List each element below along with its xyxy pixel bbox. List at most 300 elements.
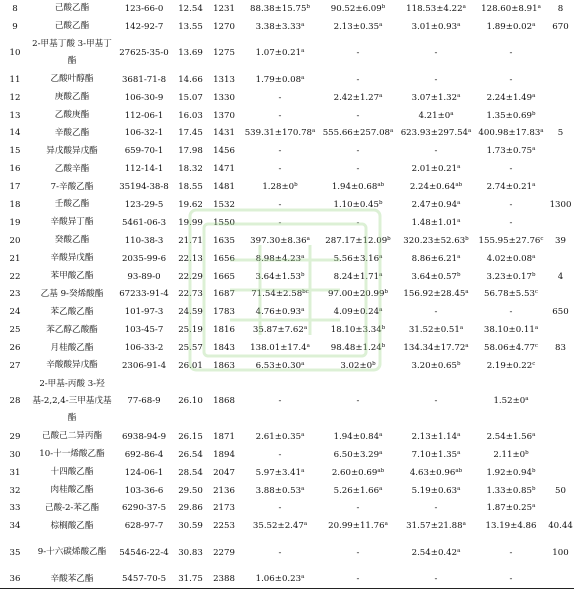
content-value-2-text: 5.56±3.16 xyxy=(333,253,380,264)
content-value-3 xyxy=(397,339,475,357)
significance-letter: a xyxy=(532,21,536,28)
content-value-1 xyxy=(241,570,319,588)
content-value-1 xyxy=(241,517,319,535)
row-number-text: 27 xyxy=(9,360,21,371)
significance-letter: a xyxy=(379,431,383,438)
content-value-1-text: - xyxy=(278,396,282,407)
retention-index xyxy=(207,285,241,303)
retention-time xyxy=(174,18,207,36)
content-value-1 xyxy=(241,303,319,321)
threshold-value xyxy=(547,303,574,321)
content-value-2 xyxy=(319,89,397,107)
compound-name-text: 辛酸异戊酯 xyxy=(50,253,94,264)
row-number-text: 33 xyxy=(9,503,21,514)
table-row xyxy=(0,178,574,196)
compound-name xyxy=(30,446,114,464)
content-value-1 xyxy=(241,196,319,214)
retention-index xyxy=(207,232,241,250)
table-row xyxy=(0,250,574,268)
content-value-3-text: 623.93±297.54 xyxy=(400,128,469,139)
cas-number xyxy=(114,517,174,535)
retention-index xyxy=(207,570,241,588)
significance-letter: a xyxy=(312,128,316,135)
compound-name xyxy=(30,214,114,232)
significance-letter: a xyxy=(457,217,461,224)
threshold-value-text: 83 xyxy=(555,343,566,354)
content-value-1-text: - xyxy=(278,146,282,157)
content-value-1 xyxy=(241,250,319,268)
significance-letter: a xyxy=(301,253,305,260)
retention-index xyxy=(207,482,241,500)
row-number xyxy=(0,482,30,500)
retention-time xyxy=(174,0,207,18)
threshold-value xyxy=(547,535,574,570)
content-value-4 xyxy=(475,375,547,428)
content-value-3-text: - xyxy=(434,74,438,85)
retention-time-text: 22.13 xyxy=(178,253,203,264)
row-number xyxy=(0,303,30,321)
content-value-2-text: - xyxy=(356,146,360,157)
cas-number xyxy=(114,285,174,303)
row-number-text: 21 xyxy=(9,253,21,264)
retention-index-text: 1231 xyxy=(213,3,235,14)
threshold-value-text: 40.44 xyxy=(548,521,573,532)
retention-index-text: 1550 xyxy=(213,217,235,228)
row-number-text: 12 xyxy=(9,92,21,103)
cas-number xyxy=(114,570,174,588)
retention-time-text: 12.54 xyxy=(178,3,203,14)
compound-name xyxy=(30,303,114,321)
row-number xyxy=(0,89,30,107)
retention-time xyxy=(174,482,207,500)
significance-letter: b xyxy=(531,485,536,492)
content-value-1-text: 1.07±0.21 xyxy=(255,48,302,59)
significance-letter: b xyxy=(465,235,469,242)
cas-number xyxy=(114,196,174,214)
content-value-2-text: - xyxy=(356,574,360,585)
table-row xyxy=(0,517,574,535)
content-value-1-text: 1.28±0 xyxy=(262,182,295,193)
compound-name xyxy=(30,482,114,500)
row-number xyxy=(0,214,30,232)
content-value-1-text: 88.38±15.75 xyxy=(250,3,307,14)
retention-index xyxy=(207,339,241,357)
row-number-text: 28 xyxy=(9,396,21,407)
compound-name-text: 壬酸乙酯 xyxy=(54,199,90,210)
content-value-1 xyxy=(241,160,319,178)
table-row xyxy=(0,285,574,303)
cas-number-text: 67233-91-4 xyxy=(119,289,169,300)
content-value-1 xyxy=(241,89,319,107)
row-number-text: 35 xyxy=(9,547,21,558)
threshold-value xyxy=(547,89,574,107)
significance-letter: a xyxy=(465,289,469,296)
content-value-1-text: 8.98±4.23 xyxy=(255,253,302,264)
significance-letter: c xyxy=(540,235,544,242)
significance-letter: a xyxy=(457,449,461,456)
retention-time-text: 21.71 xyxy=(178,235,203,246)
content-value-1-text: - xyxy=(278,503,282,514)
content-value-4-text: - xyxy=(509,199,513,210)
retention-index xyxy=(207,160,241,178)
table-row xyxy=(0,303,574,321)
content-value-2 xyxy=(319,232,397,250)
significance-letter: a xyxy=(306,235,310,242)
content-value-4-text: 2.19±0.22 xyxy=(486,360,533,371)
retention-time-text: 29.50 xyxy=(178,485,203,496)
cas-number xyxy=(114,142,174,160)
content-value-2 xyxy=(319,18,397,36)
content-value-3-text: 2.24±0.64 xyxy=(409,182,456,193)
content-value-2 xyxy=(319,124,397,142)
retention-time xyxy=(174,89,207,107)
content-value-3-text: 3.20±0.65 xyxy=(411,360,457,371)
cas-number-text: 101-97-3 xyxy=(124,307,164,318)
retention-time xyxy=(174,339,207,357)
content-value-2 xyxy=(319,570,397,588)
compound-name-text: 7-辛酸乙酯 xyxy=(50,181,94,192)
retention-index xyxy=(207,268,241,286)
content-value-2-text: 1.10±0.45 xyxy=(333,199,379,210)
significance-letter: b xyxy=(531,110,536,117)
significance-letter: a xyxy=(379,485,383,492)
significance-letter: ab xyxy=(455,182,463,189)
content-value-1-text: 1.79±0.08 xyxy=(255,74,302,85)
table-row xyxy=(0,464,574,482)
content-value-1 xyxy=(241,446,319,464)
cas-number xyxy=(114,303,174,321)
threshold-value xyxy=(547,0,574,18)
content-value-3 xyxy=(397,517,475,535)
significance-letter: a xyxy=(301,74,305,81)
content-value-4-text: 58.06±4.77 xyxy=(483,343,535,354)
compound-name xyxy=(30,321,114,339)
row-number xyxy=(0,71,30,89)
cas-number xyxy=(114,250,174,268)
significance-letter: a xyxy=(457,547,461,554)
content-value-4-text: 155.95±27.76 xyxy=(478,235,541,246)
cas-number-text: 123-66-0 xyxy=(124,3,164,14)
significance-letter: a xyxy=(457,21,461,28)
retention-index xyxy=(207,375,241,428)
retention-time-text: 25.19 xyxy=(178,325,203,336)
significance-letter: b xyxy=(300,271,305,278)
content-value-1-text: 397.30±8.36 xyxy=(250,235,307,246)
content-value-3-text: - xyxy=(434,48,438,59)
content-value-2 xyxy=(319,535,397,570)
content-value-2 xyxy=(319,285,397,303)
row-number xyxy=(0,124,30,142)
retention-time xyxy=(174,71,207,89)
table-row xyxy=(0,482,574,500)
significance-letter: ab xyxy=(455,467,463,474)
content-value-4 xyxy=(475,570,547,588)
content-value-4-text: 1.92±0.94 xyxy=(486,467,532,478)
compound-name-text: 己酸-2-苯乙酯 xyxy=(44,502,100,513)
content-value-2 xyxy=(319,499,397,517)
content-value-1-text: - xyxy=(278,449,282,460)
significance-letter: a xyxy=(450,110,454,117)
threshold-value xyxy=(547,196,574,214)
significance-letter: a xyxy=(525,396,529,403)
row-number xyxy=(0,0,30,18)
compound-name-text: 乙基 9-癸烯酸酯 xyxy=(40,288,104,299)
content-value-2 xyxy=(319,482,397,500)
threshold-value-text: 4 xyxy=(557,271,564,282)
threshold-value-text: 50 xyxy=(555,485,566,496)
retention-index-text: 1687 xyxy=(213,289,235,300)
cas-number-text: 123-29-5 xyxy=(124,199,164,210)
retention-time-text: 26.10 xyxy=(178,396,203,407)
row-number xyxy=(0,339,30,357)
cas-number-text: 54546-22-4 xyxy=(119,547,169,558)
content-value-1-text: 4.76±0.93 xyxy=(255,307,302,318)
content-value-1 xyxy=(241,482,319,500)
content-value-3 xyxy=(397,570,475,588)
significance-letter: b xyxy=(372,360,376,367)
content-value-3 xyxy=(397,464,475,482)
content-value-1 xyxy=(241,124,319,142)
row-number xyxy=(0,357,30,375)
significance-letter: b xyxy=(381,325,386,332)
content-value-3 xyxy=(397,0,475,18)
cas-number-text: 628-97-7 xyxy=(124,521,164,532)
significance-letter: c xyxy=(534,289,539,296)
cas-number xyxy=(114,178,174,196)
compound-name xyxy=(30,428,114,446)
threshold-value xyxy=(547,214,574,232)
significance-letter: b xyxy=(294,182,298,189)
retention-index xyxy=(207,71,241,89)
content-value-3-text: 156.92±28.45 xyxy=(403,289,466,300)
threshold-value xyxy=(547,268,574,286)
row-number-text: 22 xyxy=(9,271,21,282)
content-value-4-text: 128.60±8.91 xyxy=(481,3,538,14)
content-value-3 xyxy=(397,303,475,321)
row-number-text: 31 xyxy=(9,467,21,478)
significance-letter: a xyxy=(459,325,464,332)
content-value-3-text: - xyxy=(434,396,438,407)
content-value-3 xyxy=(397,250,475,268)
threshold-value-text: 8 xyxy=(557,3,564,14)
compound-name xyxy=(30,160,114,178)
cas-number-text: 5461-06-3 xyxy=(121,217,167,228)
retention-time-text: 30.59 xyxy=(178,521,203,532)
retention-index-text: 1871 xyxy=(213,431,235,442)
content-value-2 xyxy=(319,196,397,214)
row-number-text: 25 xyxy=(9,325,21,336)
significance-letter: b xyxy=(378,199,383,206)
threshold-value xyxy=(547,375,574,428)
significance-letter: a xyxy=(379,271,383,278)
content-value-4-text: 38.10±0.11 xyxy=(483,325,535,336)
table-row xyxy=(0,535,574,570)
row-number-text: 15 xyxy=(9,146,21,157)
threshold-value xyxy=(547,18,574,36)
compound-name xyxy=(30,517,114,535)
table-row xyxy=(0,0,574,18)
content-value-2-text: 20.99±11.76 xyxy=(328,521,385,532)
cas-number-text: 77-68-9 xyxy=(127,396,161,407)
compound-name-text: 肉桂酸乙酯 xyxy=(50,485,94,496)
compound-name xyxy=(30,268,114,286)
threshold-value xyxy=(547,232,574,250)
cas-number xyxy=(114,124,174,142)
content-value-4 xyxy=(475,482,547,500)
content-value-1 xyxy=(241,232,319,250)
significance-letter: a xyxy=(462,521,466,528)
content-value-4-text: 400.98±17.83 xyxy=(478,128,541,139)
cas-number xyxy=(114,321,174,339)
threshold-value xyxy=(547,285,574,303)
cas-number-text: 2035-99-6 xyxy=(121,253,167,264)
retention-time xyxy=(174,357,207,375)
retention-index-text: 2047 xyxy=(213,467,235,478)
content-value-3-text: 2.47±0.94 xyxy=(411,199,458,210)
cas-number-text: 6290-37-5 xyxy=(121,503,167,514)
content-value-3-text: - xyxy=(434,503,438,514)
content-value-2 xyxy=(319,303,397,321)
table-row xyxy=(0,232,574,250)
significance-letter: b xyxy=(306,3,310,10)
threshold-value xyxy=(547,124,574,142)
cas-number-text: 106-33-2 xyxy=(124,343,164,354)
compound-name-text: 异戊酸异戊酯 xyxy=(46,145,98,156)
retention-time xyxy=(174,499,207,517)
compound-name-text: 苯甲酸乙酯 xyxy=(50,271,94,282)
content-value-2-text: - xyxy=(356,164,360,175)
significance-letter: a xyxy=(457,253,461,260)
row-number-text: 14 xyxy=(9,128,21,139)
retention-index-text: 1863 xyxy=(213,360,235,371)
content-value-1 xyxy=(241,321,319,339)
retention-time-text: 15.07 xyxy=(178,92,203,103)
row-number-text: 17 xyxy=(9,182,21,193)
significance-letter: b xyxy=(381,3,386,10)
significance-letter: a xyxy=(532,92,536,99)
content-value-1 xyxy=(241,464,319,482)
content-value-2-text: 8.24±1.71 xyxy=(333,271,380,282)
content-value-2-text: - xyxy=(356,74,360,85)
content-value-2-text: 6.50±3.29 xyxy=(333,449,380,460)
compound-name-text: 辛酸酸异戊酯 xyxy=(46,360,98,371)
content-value-1 xyxy=(241,375,319,428)
cas-number-text: 106-32-1 xyxy=(124,128,164,139)
retention-time-text: 14.66 xyxy=(178,74,203,85)
content-value-4-text: 4.02±0.08 xyxy=(486,253,533,264)
compound-name xyxy=(30,89,114,107)
content-value-4 xyxy=(475,250,547,268)
row-number-text: 18 xyxy=(9,199,21,210)
content-value-1 xyxy=(241,214,319,232)
content-value-2-text: 4.09±0.24 xyxy=(333,307,380,318)
row-number-text: 30 xyxy=(9,449,21,460)
content-value-1 xyxy=(241,36,319,71)
content-value-4-text: - xyxy=(509,547,513,558)
cas-number xyxy=(114,36,174,71)
content-value-3-text: - xyxy=(434,574,438,585)
significance-letter: b xyxy=(525,449,529,456)
content-value-1-text: 35.52±2.47 xyxy=(252,521,304,532)
compound-name xyxy=(30,196,114,214)
retention-time xyxy=(174,464,207,482)
row-number-text: 23 xyxy=(9,289,21,300)
content-value-3 xyxy=(397,499,475,517)
retention-time-text: 29.86 xyxy=(178,503,203,514)
content-value-2-text: 90.52±6.09 xyxy=(330,3,382,14)
row-number xyxy=(0,499,30,517)
compound-name-text: 9-十六碳烯酸乙酯 xyxy=(37,547,107,558)
compound-name-text: 乙酸叶醇酯 xyxy=(50,74,94,85)
retention-index xyxy=(207,321,241,339)
content-value-2 xyxy=(319,107,397,125)
compound-name-text: 苯乙醇乙酸酯 xyxy=(46,324,98,335)
compound-name xyxy=(30,71,114,89)
retention-time-text: 18.55 xyxy=(178,182,203,193)
retention-time xyxy=(174,303,207,321)
content-value-2-text: 3.02±0 xyxy=(340,360,373,371)
content-value-4 xyxy=(475,18,547,36)
content-value-2 xyxy=(319,71,397,89)
retention-index-text: 1665 xyxy=(213,271,235,282)
cas-number-text: 93-89-0 xyxy=(127,271,161,282)
significance-letter: a xyxy=(532,431,536,438)
content-value-1 xyxy=(241,428,319,446)
row-number-text: 20 xyxy=(9,235,21,246)
compound-name-text: 己酸乙酯 xyxy=(54,3,90,14)
content-value-1-text: - xyxy=(278,199,282,210)
retention-index xyxy=(207,517,241,535)
compound-name-text: 乙酸庚酯 xyxy=(54,110,90,120)
content-value-2 xyxy=(319,36,397,71)
cas-number-text: 6938-94-9 xyxy=(121,431,167,442)
content-value-4 xyxy=(475,357,547,375)
content-value-3 xyxy=(397,178,475,196)
retention-index xyxy=(207,250,241,268)
row-number-text: 36 xyxy=(9,574,21,585)
table-row xyxy=(0,375,574,428)
significance-letter: a xyxy=(379,449,383,456)
threshold-value-text: 39 xyxy=(555,235,566,246)
row-number-text: 29 xyxy=(9,431,21,442)
content-value-2-text: - xyxy=(356,110,360,121)
content-value-2 xyxy=(319,446,397,464)
content-value-2-text: 97.00±20.99 xyxy=(328,289,385,300)
significance-letter: b xyxy=(384,289,388,296)
row-number xyxy=(0,232,30,250)
content-value-2-text: 555.66±257.08 xyxy=(322,128,391,139)
content-value-3-text: 4.21±0 xyxy=(418,110,451,121)
retention-time-text: 30.83 xyxy=(178,547,203,558)
retention-index xyxy=(207,357,241,375)
compound-name xyxy=(30,124,114,142)
cas-number-text: 124-06-1 xyxy=(124,467,164,478)
content-value-3 xyxy=(397,18,475,36)
threshold-value xyxy=(547,357,574,375)
content-value-1 xyxy=(241,499,319,517)
significance-letter: a xyxy=(301,467,305,474)
content-value-4 xyxy=(475,499,547,517)
retention-index-text: 1868 xyxy=(213,396,235,407)
content-value-3-text: 3.07±1.32 xyxy=(411,92,458,103)
cas-number xyxy=(114,268,174,286)
content-value-2-text: - xyxy=(356,48,360,59)
content-value-2 xyxy=(319,250,397,268)
content-value-1-text: 6.53±0.30 xyxy=(255,360,302,371)
content-value-3-text: 4.63±0.96 xyxy=(409,467,456,478)
retention-time xyxy=(174,214,207,232)
row-number-text: 9 xyxy=(12,21,18,32)
